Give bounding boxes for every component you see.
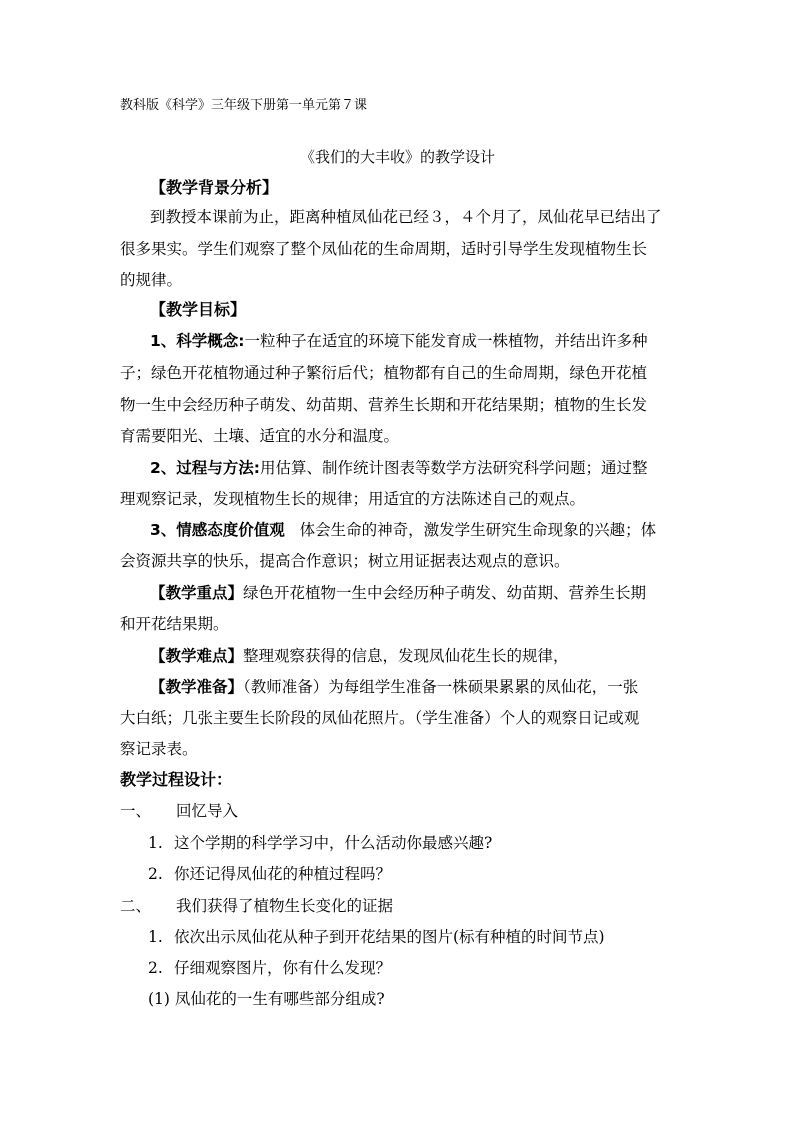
document-header: 教科版《科学》三年级下册第一单元第７课: [120, 98, 368, 113]
goal-1-line-4: 育需要阳光、土壤、适宜的水分和温度。: [120, 427, 400, 445]
preparation-text: （教师准备）为每组学生准备一株硕果累累的凤仙花，一张: [243, 678, 639, 696]
goals-heading: 【教学目标】: [150, 300, 247, 319]
goal-3-label: 3、情感态度价值观: [150, 521, 285, 539]
goal-1-line-3: 物一生中会经历种子萌发、幼苗期、营养生长期和开花结果期；植物的生长发: [120, 396, 648, 414]
goal-2-line-1: [150, 458, 648, 478]
key-point-label: 【教学重点】: [150, 584, 244, 602]
background-line-2: 很多果实。学生们观察了整个凤仙花的生命周期，适时引导学生发现植物生长: [120, 240, 648, 258]
section-2-item-1: [148, 927, 605, 947]
goal-1-line-1: [150, 331, 648, 351]
preparation-label: 【教学准备】: [150, 678, 244, 696]
section-1-number: 一、: [120, 802, 152, 820]
goal-1-label: 1、科学概念:: [150, 332, 245, 350]
goal-1-line-2: 子；绿色开花植物通过种子繁衍后代；植物都有自己的生命周期，绿色开花植: [120, 364, 648, 382]
preparation-line-1: [150, 677, 638, 697]
goal-1-text: 一粒种子在适宜的环境下能发育成一株植物，并结出许多种: [244, 332, 648, 350]
goal-3-line-1: [150, 520, 656, 540]
section-2-subitem-1: (1) 凤仙花的一生有哪些部分组成?: [148, 990, 385, 1008]
section-1-item-2-number: 2.: [148, 865, 163, 883]
goal-2-line-2: 理观察记录，发现植物生长的规律；用适宜的方法陈述自己的观点。: [120, 490, 586, 508]
background-line-3: 的规律。: [120, 271, 183, 289]
section-1-item-1: [148, 833, 492, 853]
key-point-line-2: 和开花结果期。: [120, 615, 229, 633]
section-2-item-2: [148, 958, 391, 978]
section-1-item-2-text: 你还记得凤仙花的种植过程吗？: [174, 865, 392, 883]
background-heading: 【教学背景分析】: [150, 178, 279, 197]
section-1-heading: [120, 801, 238, 821]
goal-2-label: 2、过程与方法:: [150, 459, 260, 477]
section-2-number: 二、: [120, 897, 152, 915]
section-1-item-2: [148, 864, 391, 884]
difficult-point-label: 【教学难点】: [150, 647, 244, 665]
process-heading: 教学过程设计：: [120, 770, 233, 789]
difficult-point-line: [150, 646, 569, 666]
section-1-title: 回忆导入: [176, 802, 239, 820]
document-title: 《我们的大丰收》的教学设计: [300, 148, 496, 166]
section-1-item-1-number: 1.: [148, 834, 163, 852]
section-2-title: 我们获得了植物生长变化的证据: [176, 897, 394, 915]
section-2-item-1-number: 1.: [148, 928, 163, 946]
key-point-text: 绿色开花植物一生中会经历种子萌发、幼苗期、营养生长期: [243, 584, 647, 602]
preparation-line-3: 察记录表。: [120, 740, 198, 758]
goal-2-text: 用估算、制作统计图表等数学方法研究科学问题；通过整: [259, 459, 648, 477]
section-2-item-1-text: 依次出示凤仙花从种子到开花结果的图片(标有种植的时间节点): [174, 928, 605, 946]
goal-3-line-2: 会资源共享的快乐，提高合作意识；树立用证据表达观点的意识。: [120, 552, 570, 570]
section-2-item-2-number: 2.: [148, 959, 163, 977]
goal-3-text: 体会生命的神奇，激发学生研究生命现象的兴趣；体: [284, 521, 657, 539]
background-line-1: 到教授本课前为止，距离种植凤仙花已经３，４个月了，凤仙花早已结出了: [150, 208, 662, 226]
key-point-line-1: [150, 583, 646, 603]
difficult-point-text: 整理观察获得的信息，发现凤仙花生长的规律，: [243, 647, 569, 665]
section-1-item-1-text: 这个学期的科学学习中，什么活动你最感兴趣?: [174, 834, 493, 852]
section-2-heading: [120, 896, 393, 916]
preparation-line-2: 大白纸；几张主要生长阶段的凤仙花照片。（学生准备）个人的观察日记或观: [120, 709, 640, 727]
section-2-item-2-text: 仔细观察图片，你有什么发现？: [174, 959, 392, 977]
